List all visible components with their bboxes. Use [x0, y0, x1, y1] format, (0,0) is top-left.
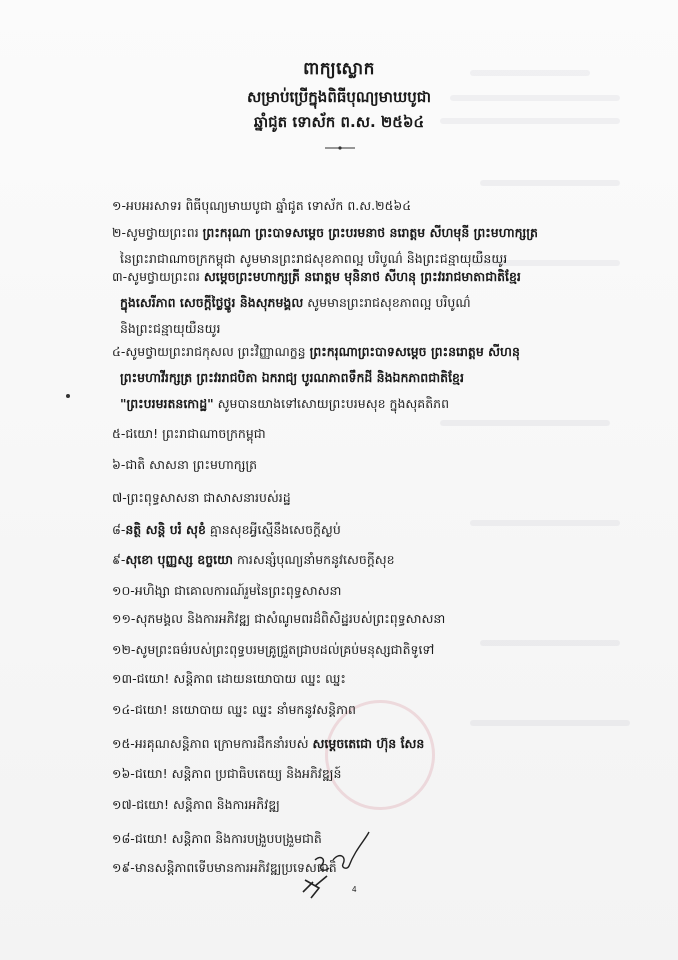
- slogan-item: [112, 421, 632, 447]
- bold-text: សុខោ បុញ្ញស្ស ឧច្ចយោ: [125, 552, 234, 567]
- slogan-line: [112, 702, 356, 717]
- text: អបអរសាទរ ពិធីបុណ្យមាឃបូជា ឆ្នាំជូត ទោស័ក ព.ស.២៥៦៤: [125, 198, 412, 213]
- item-number: ១០-: [112, 583, 135, 598]
- slogan-line: [112, 611, 445, 626]
- item-number: ១-: [112, 198, 126, 213]
- text: ការសន្សំបុណ្យនាំមកនូវសេចក្តីសុខ: [233, 552, 395, 567]
- text: អរគុណសន្តិភាព ក្រោមការដឹកនាំរបស់: [134, 736, 313, 751]
- slogan-line: [112, 552, 395, 567]
- text: សូមបានយាងទៅសោយព្រះបរមសុខ ក្នុងសុគតិភព: [213, 396, 450, 411]
- slogan-line: [112, 225, 538, 240]
- slogan-item: [112, 578, 632, 604]
- text: សូមថ្វាយព្រះពរ: [125, 225, 203, 240]
- slogan-line: [112, 426, 266, 441]
- text: ជាតិ សាសនា ព្រះមហាក្សត្រ: [125, 457, 258, 472]
- slogan-line: [112, 391, 632, 417]
- text: សុភមង្គល និងការអភិវឌ្ឍ ជាសំណូមពរដ៏ពិសិដ្ឋរបស់ព្រះពុទ្ធសាសនា: [135, 611, 446, 626]
- bold-text: ក្នុងសេរីភាព សេចក្តីថ្លៃថ្នូរ និងសុភមង្គល: [120, 295, 304, 310]
- text: សូមព្រះធម៌របស់ព្រះពុទ្ធបរមគ្រូជ្រួតជ្រាបដល់គ្រប់មនុស្សជាតិទូទៅ: [135, 642, 435, 657]
- item-number: ១៩-: [112, 860, 135, 875]
- bold-text: នត្ថិ សន្តិ បរំ សុខំ: [125, 522, 206, 537]
- slogan-line: [112, 269, 521, 284]
- item-number: ១១-: [112, 611, 136, 626]
- slogan-item: [112, 517, 632, 543]
- item-number: ៣-: [112, 269, 128, 284]
- slogan-item: [112, 452, 632, 478]
- item-number: ១៥-: [112, 736, 135, 751]
- text: នៃព្រះរាជាណាចក្រកម្ពុជា សូមមានព្រះរាជសុខភាពល្អ បរិបូណ៌ និងព្រះជន្មាយុយឺនយូរ: [120, 251, 508, 266]
- text: ជយោ! សន្តិភាព ដោយនយោបាយ ឈ្នះ ឈ្នះ: [136, 671, 346, 686]
- text: សូមមានព្រះរាជសុខភាពល្អ បរិបូណ៌: [303, 295, 471, 310]
- show-through-mark: [480, 180, 620, 186]
- slogan-line: [112, 490, 291, 505]
- item-number: ៩-: [112, 552, 126, 567]
- text: ជយោ! សន្តិភាព និងការអភិវឌ្ឍ: [136, 797, 280, 812]
- text: ជយោ! សន្តិភាព ប្រជាធិបតេយ្យ និងអភិវឌ្ឍន៍: [134, 766, 342, 781]
- slogan-item: [112, 697, 632, 723]
- slogan-line: [112, 736, 424, 751]
- document-subtitle: សម្រាប់ប្រើក្នុងពិធីបុណ្យមាឃបូជា: [246, 88, 432, 106]
- item-number: ១៣-: [112, 671, 137, 686]
- slogan-item: [112, 731, 632, 757]
- item-number: ១៦-: [112, 766, 135, 781]
- item-number: ៨-: [112, 522, 126, 537]
- item-number: ១២-: [112, 642, 136, 657]
- text: ជយោ! នយោបាយ ឈ្នះ ឈ្នះ នាំមកនូវសន្តិភាព: [134, 702, 356, 717]
- slogan-line: [112, 642, 434, 657]
- text: និងព្រះជន្មាយុយឺនយូរ: [120, 321, 221, 336]
- text: គ្មានសុខអ្វីស្មើនឹងសេចក្តីស្ងប់: [205, 522, 341, 537]
- slogan-line: [112, 290, 632, 316]
- text: សូមថ្វាយព្រះពរ: [127, 269, 204, 284]
- document-title: ពាក្យស្លោក: [303, 59, 375, 79]
- slogan-line: [112, 365, 632, 391]
- item-number: ៥-: [112, 426, 126, 441]
- divider-ornament: [325, 146, 355, 150]
- slogan-item: [112, 264, 632, 342]
- bold-text: សម្តេចតេជោ ហ៊ុន សែន: [312, 736, 425, 751]
- item-number: ៧-: [112, 490, 127, 505]
- slogan-line: [112, 583, 341, 598]
- item-number: ២-: [112, 225, 126, 240]
- item-number: ៤-: [112, 344, 126, 359]
- slogan-line: [112, 671, 346, 686]
- text: ជយោ! ព្រះរាជាណាចក្រកម្ពុជា: [125, 426, 266, 441]
- slogan-item: [112, 339, 632, 417]
- slogan-item: [112, 666, 632, 692]
- item-number: ១៤-: [112, 702, 135, 717]
- text: មានសន្តិភាពទើបមានការអភិវឌ្ឍប្រទេសជាតិ: [134, 860, 337, 875]
- slogan-line: [112, 797, 280, 812]
- ink-dot: [66, 394, 70, 398]
- slogan-line: [112, 344, 520, 359]
- item-number: ១៨-: [112, 831, 135, 846]
- item-number: ៦-: [112, 457, 126, 472]
- slogan-item: [112, 761, 632, 787]
- slogan-item: [112, 792, 632, 818]
- page-number: 4: [352, 885, 357, 894]
- text: សូមថ្វាយព្រះរាជកុសល ព្រះវិញ្ញាណក្ខន្ធ: [125, 344, 310, 359]
- item-number: ១៧-: [112, 797, 137, 812]
- bold-text: សម្តេចព្រះមហាក្សត្រី នរោត្តម មុនិនាថ សីហនុ ព្រះវររាជមាតាជាតិខ្មែរ: [203, 269, 521, 284]
- slogan-line: [112, 198, 411, 213]
- slogan-item: [112, 485, 632, 511]
- text: អហិង្សា ជាគោលការណ៍រួមនៃព្រះពុទ្ធសាសនា: [134, 583, 342, 598]
- text: ជយោ! សន្តិភាព និងការបង្រួបបង្រួមជាតិ: [134, 831, 322, 846]
- slogan-line: [112, 522, 341, 537]
- bold-text: ព្រះករុណាព្រះបាទសម្តេច ព្រះនរោត្តម សីហនុ: [309, 344, 520, 359]
- slogan-item: [112, 193, 632, 219]
- slogan-line: [112, 766, 341, 781]
- slogan-line: [112, 457, 257, 472]
- slogan-item: [112, 547, 632, 573]
- document-year-line: ឆ្នាំជូត ទោស័ក ព.ស. ២៥៦៤: [253, 113, 425, 131]
- bold-text: "ព្រះបរមរតនកោដ្ឋ": [120, 396, 214, 411]
- slogan-item: [112, 637, 632, 663]
- bold-text: ព្រះមហាវីរក្សត្រ ព្រះវររាជបិតា ឯករាជ្យ បូរណភាពទឹកដី និងឯកភាពជាតិខ្មែរ: [120, 370, 464, 385]
- slogan-item: [112, 606, 632, 632]
- text: ព្រះពុទ្ធសាសនា ជាសាសនារបស់រដ្ឋ: [126, 490, 291, 505]
- bold-text: ព្រះករុណា ព្រះបាទសម្តេច ព្រះបរមនាថ នរោត្តម សីហមុនី ព្រះមហាក្សត្រ: [202, 225, 538, 240]
